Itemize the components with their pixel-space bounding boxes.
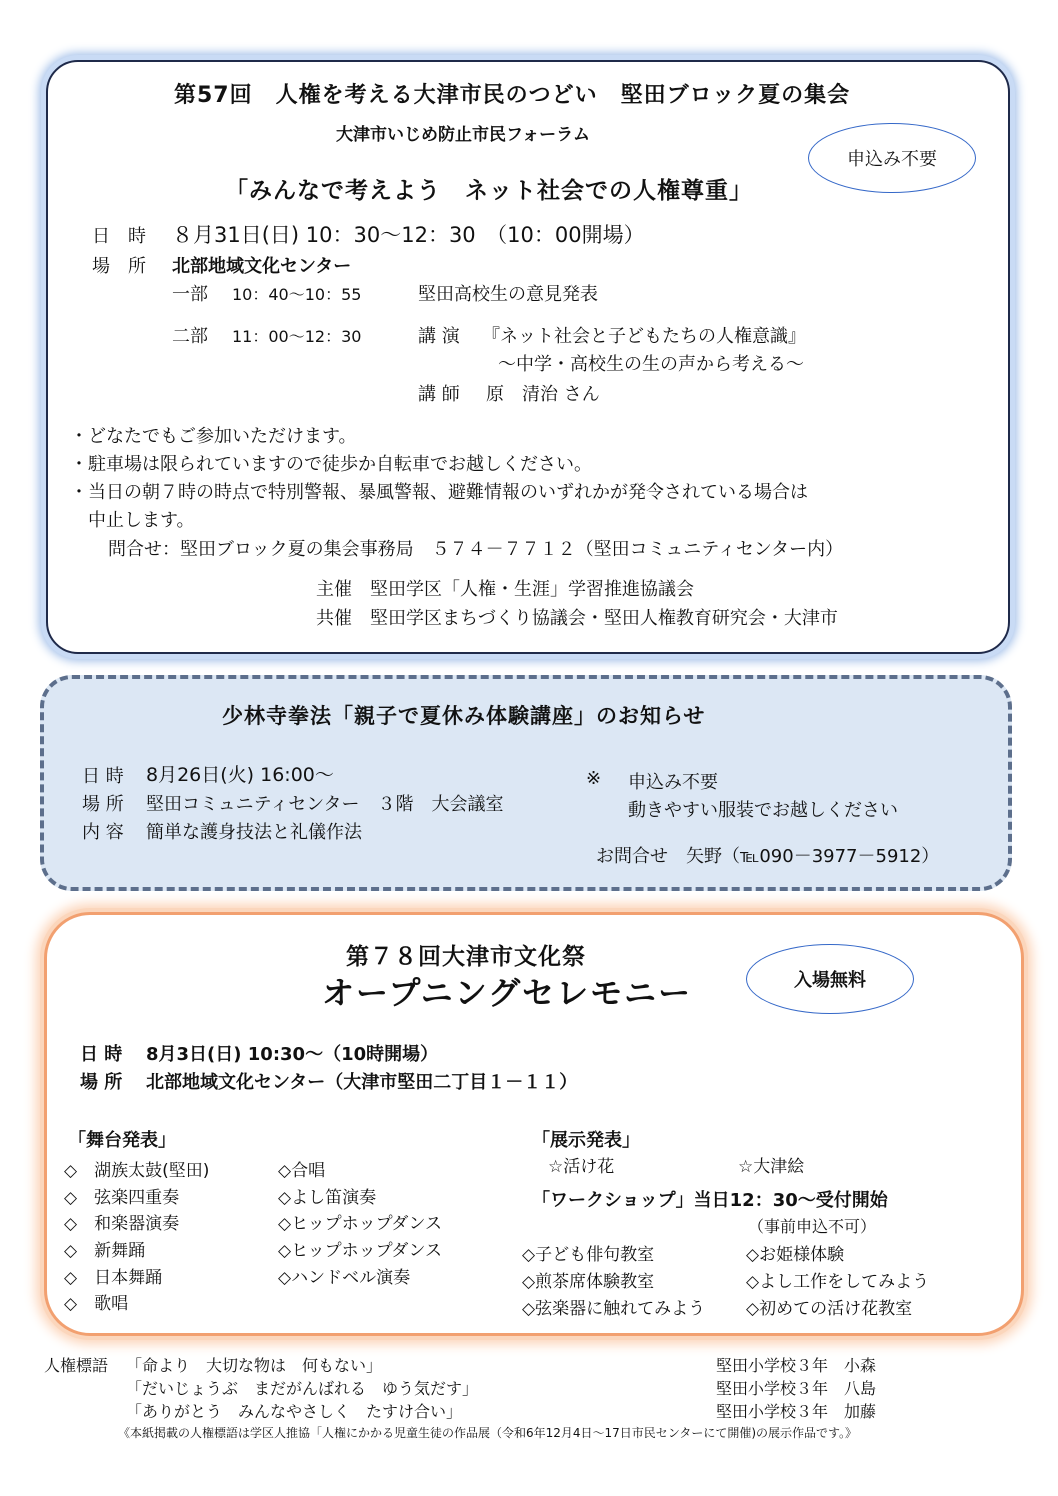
lecture-subtitle: ～中学・高校生の生の声から考える～ — [498, 354, 804, 375]
workshop-item: ◇お姫様体験 — [746, 1245, 845, 1265]
forum-contact: 問合せ：堅田ブロック夏の集会事務局 ５７４－７７１２（堅田コミュニティセンター内） — [108, 539, 844, 560]
part1-label: 一部 — [172, 284, 208, 305]
note-item: ・どなたでもご参加いただけます。 — [70, 426, 357, 447]
badge-label: 入場無料 — [794, 970, 866, 991]
slogan-line: 「ありがとう みんなやさしく たすけ合い」 — [126, 1402, 463, 1421]
kempo-title: 少林寺拳法「親子で夏休み体験講座」のお知らせ — [222, 704, 706, 728]
kempo-date-value: 8月26日(火) 16:00～ — [146, 764, 334, 786]
forum-theme: 「みんなで考えよう ネット社会での人権尊重」 — [225, 178, 753, 204]
exhibit-item: ☆活け花 — [548, 1157, 615, 1177]
free-admission-badge — [746, 944, 914, 1014]
badge-label: 申込み不要 — [847, 149, 937, 170]
stage-item: ◇よし笛演奏 — [278, 1188, 377, 1208]
slogan-line: 「だいじょうぶ まだがんばれる ゆう気だす」 — [126, 1379, 479, 1398]
date-label: 日 時 — [92, 226, 146, 247]
stage-item: ◇ 湖族太鼓(堅田) — [64, 1161, 210, 1181]
part1-desc: 堅田高校生の意見発表 — [418, 284, 598, 305]
exhibit-item: ☆大津絵 — [738, 1157, 805, 1177]
stage-item: ◇ 弦楽四重奏 — [64, 1188, 180, 1208]
festival-place-label: 場 所 — [80, 1072, 123, 1093]
stage-heading: 「舞台発表」 — [68, 1130, 176, 1151]
kempo-note2: 動きやすい服装でお越しください — [628, 800, 898, 821]
workshop-item: ◇煎茶席体験教室 — [522, 1272, 655, 1292]
slogan-author: 堅田小学校３年 加藤 — [716, 1402, 877, 1421]
workshop-item: ◇子ども俳句教室 — [522, 1245, 655, 1265]
stage-item: ◇ 和楽器演奏 — [64, 1214, 180, 1234]
festival-date-label: 日 時 — [80, 1044, 123, 1065]
kempo-place-label: 場 所 — [82, 794, 124, 815]
note-item: ・当日の朝７時の時点で特別警報、暴風警報、避難情報のいずれかが発令されている場合は — [70, 482, 808, 503]
lecturer-name: 原 清治 さん — [486, 384, 600, 405]
lecture-label: 講 演 — [418, 326, 460, 347]
forum-cosponsor: 共催 堅田学区まちづくり協議会・堅田人権教育研究会・大津市 — [316, 608, 838, 629]
stage-item: ◇ヒップホップダンス — [278, 1241, 443, 1261]
stage-item: ◇ 歌唱 — [64, 1294, 129, 1314]
note-item: 中止します。 — [70, 510, 195, 531]
forum-organizer: 主催 堅田学区「人権・生涯」学習推進協議会 — [316, 579, 694, 600]
workshop-item: ◇初めての活け花教室 — [746, 1299, 913, 1319]
part2-label: 二部 — [172, 326, 208, 347]
stage-item: ◇合唱 — [278, 1161, 326, 1181]
kempo-place-value: 堅田コミュニティセンター ３階 大会議室 — [146, 794, 504, 815]
kempo-note1: 申込み不要 — [628, 772, 718, 793]
part1-time: 10：40～10：55 — [232, 285, 362, 304]
festival-title: 第７８回大津市文化祭 — [346, 944, 586, 970]
stage-item: ◇ 日本舞踊 — [64, 1268, 163, 1288]
slogan-author: 堅田小学校３年 小森 — [716, 1356, 877, 1375]
workshop-heading: 「ワークショップ」当日12：30～受付開始 — [532, 1190, 888, 1211]
stage-item: ◇ヒップホップダンス — [278, 1214, 443, 1234]
slogan-line: 「命より 大切な物は 何もない」 — [126, 1356, 383, 1375]
kempo-content-value: 簡単な護身技法と礼儀作法 — [146, 822, 362, 843]
slogan-author: 堅田小学校３年 八島 — [716, 1379, 877, 1398]
place-value: 北部地域文化センター — [172, 256, 352, 277]
forum-subtitle: 大津市いじめ防止市民フォーラム — [336, 125, 590, 145]
workshop-item: ◇弦楽器に触れてみよう — [522, 1299, 706, 1319]
festival-date-value: 8月3日(日) 10:30～（10時開場） — [146, 1044, 439, 1065]
part2-time: 11：00～12：30 — [232, 327, 362, 346]
workshop-note: （事前申込不可） — [748, 1217, 877, 1236]
stage-item: ◇ 新舞踊 — [64, 1241, 146, 1261]
slogan-footnote: 《本紙掲載の人権標語は学区人推協「人権にかかる児童生徒の作品展（令和6年12月4日～17日市民センターにて開催)の展示作品です。》 — [118, 1426, 858, 1440]
no-registration-badge — [808, 123, 976, 193]
forum-title: 第57回 人権を考える大津市民のつどい 堅田ブロック夏の集会 — [174, 83, 851, 108]
lecturer-label: 講 師 — [418, 384, 460, 405]
exhibit-heading: 「展示発表」 — [532, 1130, 640, 1151]
place-label: 場 所 — [92, 256, 146, 277]
kempo-contact: お問合せ 矢野（℡090－3977－5912） — [596, 846, 940, 867]
kempo-note-mark: ※ — [586, 768, 602, 789]
festival-place-value: 北部地域文化センター（大津市堅田二丁目１－１１） — [146, 1072, 578, 1093]
slogan-label: 人権標語 — [44, 1356, 109, 1375]
kempo-date-label: 日 時 — [82, 766, 124, 787]
date-value: ８月31日(日) 10：30～12：30 （10：00開場） — [172, 223, 645, 247]
stage-item: ◇ハンドベル演奏 — [278, 1268, 411, 1288]
note-item: ・駐車場は限られていますので徒歩か自転車でお越しください。 — [70, 454, 592, 475]
lecture-title: 『ネット社会と子どもたちの人権意識』 — [482, 326, 806, 347]
workshop-item: ◇よし工作をしてみよう — [746, 1272, 930, 1292]
festival-subtitle: オープニングセレモニー — [322, 974, 693, 1012]
kempo-content-label: 内 容 — [82, 822, 124, 843]
